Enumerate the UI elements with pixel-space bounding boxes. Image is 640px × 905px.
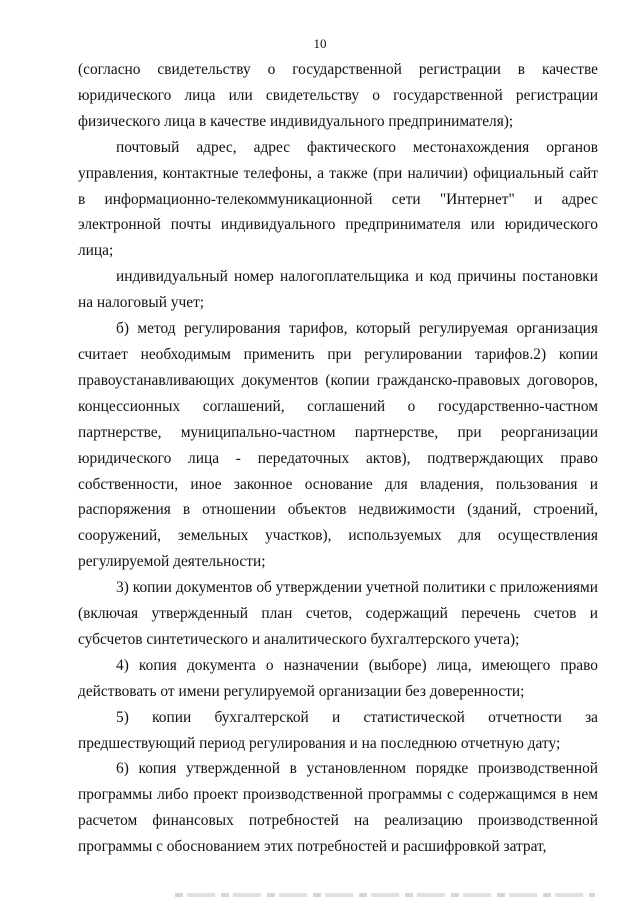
paragraph: б) метод регулирования тарифов, который регулируемая организация считает необходимым применить при регулировании тарифов.2) копии правоустанавливающих документов (копии гражданско-правовых договоров, концессионных соглашений, соглашений о государственно-частном партнерстве, муниципально-частном партнерстве, при реорганизации юридического лица - передаточных актов), подтверждающих право собственности, иное законное основание для владения, пользования и распоряжения в отношении объектов недвижимости (зданий, строений, сооружений, земельных участков), используемых для осуществления регулируемой деятельности; — [78, 320, 598, 571]
scan-footer-artifact — [175, 893, 595, 897]
document-body — [78, 57, 598, 860]
paragraph: почтовый адрес, адрес фактического местонахождения органов управления, контактные телефоны, а также (при наличии) официальный сайт в информационно-телекоммуникационной сети "Интернет" и адрес электронной почты индивидуального предпринимателя или юридического лица; — [78, 138, 598, 260]
paragraph: индивидуальный номер налогоплательщика и код причины постановки на налоговый учет; — [78, 268, 598, 312]
paragraph: 3) копии документов об утверждении учетной политики с приложениями (включая утвержденный план счетов, содержащий перечень счетов и субсчетов синтетического и аналитического бухгалтерского учета); — [78, 579, 598, 648]
paragraph: 6) копия утвержденной в установленном порядке производственной программы либо проект производственной программы с содержащимся в нем расчетом финансовых потребностей на реализацию производственной программы с обоснованием этих потребностей и расшифровкой затрат, — [78, 760, 598, 856]
page-number: 10 — [313, 36, 327, 51]
paragraph: (согласно свидетельству о государственной регистрации в качестве юридического лица или свидетельству о государственной регистрации физического лица в качестве индивидуального предпринимателя); — [78, 61, 598, 130]
paragraph: 5) копии бухгалтерской и статистической отчетности за предшествующий период регулирования и на последнюю отчетную дату; — [78, 708, 598, 752]
paragraph: 4) копия документа о назначении (выборе) лица, имеющего право действовать от имени регулируемой организации без доверенности; — [78, 656, 598, 700]
